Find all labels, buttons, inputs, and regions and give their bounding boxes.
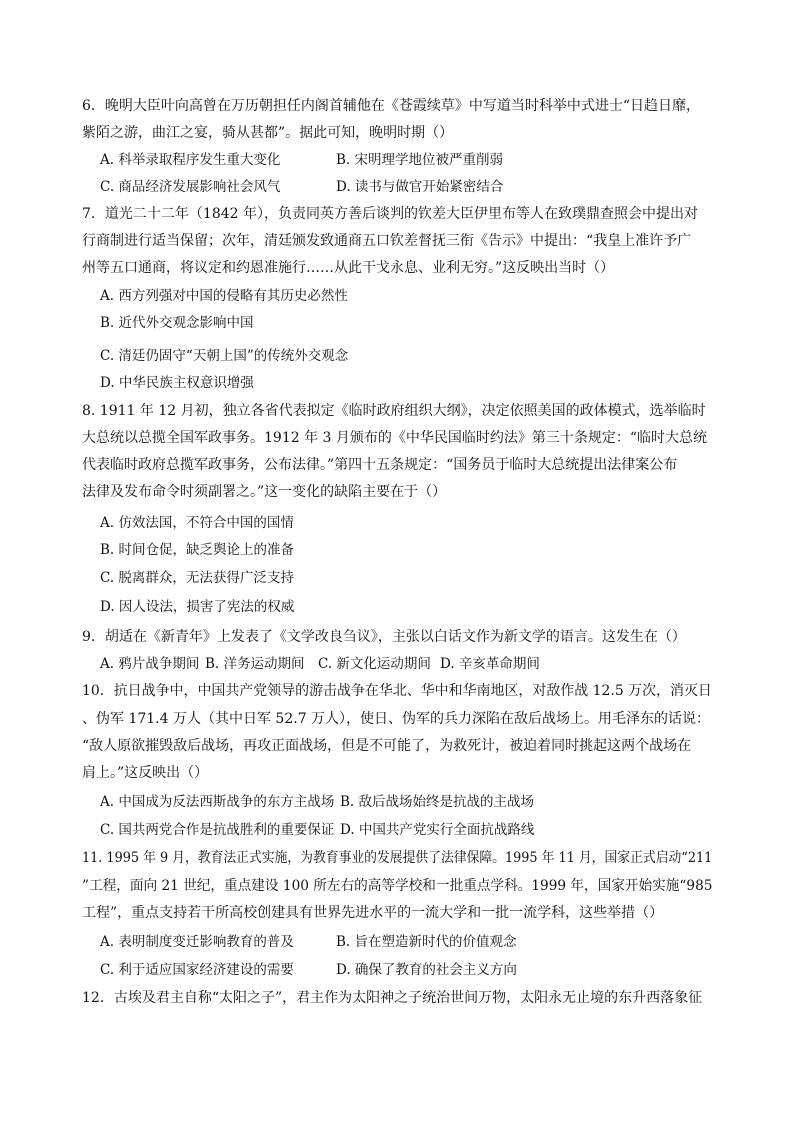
question-11-option-d: D. 确保了教育的社会主义方向 xyxy=(336,962,517,978)
question-8-option-c: C. 脱离群众，无法获得广泛支持 xyxy=(100,570,294,586)
question-7-option-d: D. 中华民族主权意识增强 xyxy=(100,375,254,391)
question-12-line-1: 12．古埃及君主自称“太阳之子”，君主作为太阳神之子统治世间万物，太阳永无止境的东升西落象征 xyxy=(82,990,703,1006)
question-9-option-c: C. 新文化运动期间 xyxy=(318,656,431,672)
question-10-line-2: 、伪军 171.4 万人（其中日军 52.7 万人），使日、伪军的兵力深陷在敌后战场上。用毛泽东的话说： xyxy=(82,711,711,727)
question-7-option-c: C. 清廷仍固守“天朝上国”的传统外交观念 xyxy=(100,348,349,364)
question-10-option-d: D. 中国共产党实行全面抗战路线 xyxy=(340,822,535,838)
question-10-line-4: 肩上。”这反映出（） xyxy=(82,765,209,781)
question-11-option-a: A. 表明制度变迁影响教育的普及 xyxy=(100,934,294,950)
question-6-line-1: 6．晚明大臣叶向高曾在万历朝担任内阁首辅他在《苍霞续草》中写道当时科举中式进士“日趋日靡， xyxy=(82,98,701,114)
question-11-option-b: B. 旨在塑造新时代的价值观念 xyxy=(336,934,517,950)
question-11-line-2: ”工程，面向 21 世纪，重点建设 100 所左右的高等学校和一批重点学科。1999 年，国家开始实施“985 xyxy=(82,878,713,894)
question-8-line-3: 代表临时政府总揽军政事务，公布法律。”第四十五条规定：“国务员于临时大总统提出法律案公布 xyxy=(82,457,678,473)
question-6-line-2: 紫陌之游，曲江之宴，骑从甚都”。据此可知，晚明时期（） xyxy=(82,125,454,141)
question-8-option-a: A. 仿效法国，不符合中国的国情 xyxy=(100,515,294,531)
question-7-option-b: B. 近代外交观念影响中国 xyxy=(100,315,254,331)
question-8-line-1: 8. 1911 年 12 月初，独立各省代表拟定《临时政府组织大纲》，决定依照美国的政体模式，选举临时 xyxy=(82,403,706,419)
question-7-line-2: 行商制进行适当保留；次年，清廷颁发致通商五口钦差督抚三衔《告示》中提出：“我皇上准许予广 xyxy=(82,233,692,249)
question-7-line-1: 7．道光二十二年（1842 年），负责同英方善后谈判的钦差大臣伊里布等人在致璞鼎查照会中提出对 xyxy=(82,206,698,222)
question-9-option-a: A. 鸦片战争期间 xyxy=(100,656,200,672)
question-9-option-b: B. 洋务运动期间 xyxy=(205,656,305,672)
question-11-line-3: 工程”，重点支持若干所高校创建具有世界先进水平的一流大学和一批一流学科，这些举措（） xyxy=(82,905,664,921)
question-10-option-a: A. 中国成为反法西斯战争的东方主战场 xyxy=(100,794,335,810)
question-9-option-d: D. 辛亥革命期间 xyxy=(440,656,540,672)
question-6-option-b: B. 宋明理学地位被严重削弱 xyxy=(336,152,504,168)
question-10-line-1: 10．抗日战争中，中国共产党领导的游击战争在华北、华中和华南地区，对敌作战 12.5 万次，消灭日 xyxy=(82,683,712,699)
question-7-line-3: 州等五口通商，将议定和约恩准施行……从此干戈永息、业利无穷。”这反映出当时（） xyxy=(82,260,615,276)
question-10-line-3: “敌人原欲摧毁敌后战场，再攻正面战场，但是不可能了，为救死计，被迫着同时挑起这两个战场在 xyxy=(82,738,692,754)
question-8-option-d: D. 因人设法，损害了宪法的权威 xyxy=(100,599,295,615)
question-6-option-a: A. 科举录取程序发生重大变化 xyxy=(100,152,281,168)
question-10-option-c: C. 国共两党合作是抗战胜利的重要保证 xyxy=(100,822,335,838)
question-11-option-c: C. 利于适应国家经济建设的需要 xyxy=(100,962,294,978)
question-6-option-c: C. 商品经济发展影响社会风气 xyxy=(100,179,281,195)
question-9-line-1: 9．胡适在《新青年》上发表了《文学改良刍议》，主张以白话文作为新文学的语言。这发生在（） xyxy=(82,629,686,645)
question-6-option-d: D. 读书与做官开始紧密结合 xyxy=(336,179,504,195)
question-10-option-b: B. 敌后战场始终是抗战的主战场 xyxy=(340,794,535,810)
question-7-option-a: A. 西方列强对中国的侵略有其历史必然性 xyxy=(100,288,348,304)
question-8-option-b: B. 时间仓促，缺乏舆论上的准备 xyxy=(100,542,295,558)
question-8-line-4: 法律及发布命令时须副署之。”这一变化的缺陷主要在于（） xyxy=(82,484,447,500)
question-8-line-2: 大总统以总揽全国军政事务。1912 年 3 月颁布的《中华民国临时约法》第三十条规定：“临时大总统 xyxy=(82,430,708,446)
question-11-line-1: 11. 1995 年 9 月，教育法正式实施，为教育事业的发展提供了法律保障。1995 年 11 月，国家正式启动“211 xyxy=(82,850,713,866)
